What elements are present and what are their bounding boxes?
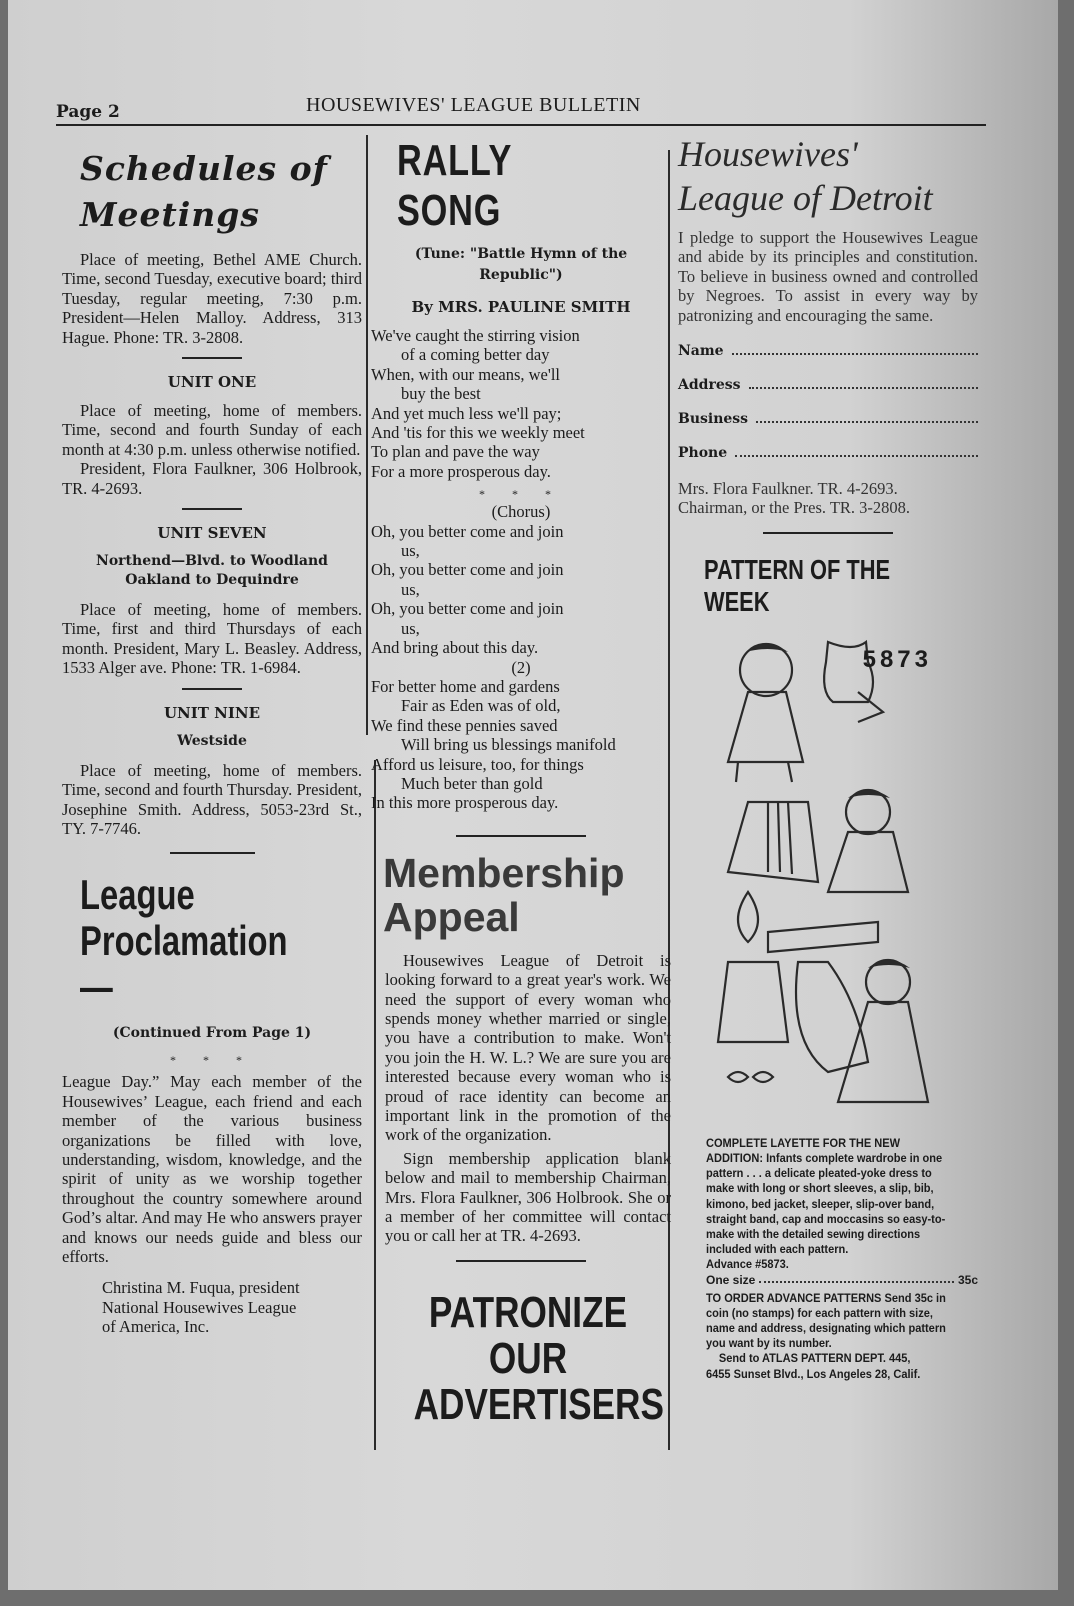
rule: [182, 357, 242, 359]
price-row: [706, 1273, 978, 1287]
field-blank[interactable]: [756, 420, 978, 423]
order-send-to: Send to ATLAS PATTERN DEPT. 445,: [718, 1351, 911, 1366]
heading-line: Membership: [383, 849, 625, 896]
price-value: 35c: [957, 1272, 978, 1287]
poem-line: And bring about this day.: [371, 638, 539, 658]
poem-line: Oh, you better come and join: [371, 599, 564, 619]
pledge-form: [678, 343, 978, 461]
rule: [456, 1260, 586, 1262]
unit-text: Place of meeting, home of members. Time, second and fourth Sunday of each month at 4:30 p.m. unless otherwise notified.: [62, 401, 362, 459]
bulletin-title: HOUSEWIVES' LEAGUE BULLETIN: [306, 94, 641, 116]
signature-line: National Housewives League: [102, 1297, 297, 1317]
pattern-ad-text: [706, 1136, 978, 1382]
proclamation-body: League Day.” May each member of the Housewives’ League, each friend and each member of the various business organizations be filled with love, understanding, wisdom, knowledge, and the spirit of unity as we worship together throughout the country somewhere around God’s altar. And may He who answers prayer and knows our needs guide and bless our efforts.: [62, 1072, 362, 1266]
stars-divider: * * *: [170, 1053, 254, 1068]
poem-line: We find these pennies saved: [371, 715, 558, 735]
unit-text: Place of meeting, home of members. Time, second and fourth Thursday. President, Josephine Smith. Address, 5053-23rd St., TY. 7-7746.: [62, 760, 362, 838]
poem-line: us,: [401, 618, 420, 638]
poem-line: When, with our means, we'll: [371, 364, 561, 384]
dot-leader: [759, 1273, 954, 1283]
chorus-label: (Chorus): [491, 502, 551, 522]
membership-paragraph: Sign membership application blank below and mail to membership Chairman, Mrs. Flora Faulkner, 306 Holbrook. She or a member of her committee will contact you or call her at TR. 4-2693.: [385, 1148, 671, 1246]
poem-line: Will bring us blessings manifold: [401, 735, 616, 755]
heading-line: Proclamation—: [80, 917, 288, 1011]
ad-advance-number: Advance #5873.: [706, 1257, 789, 1272]
heading-line: Meetings: [80, 195, 260, 234]
field-label: Business: [678, 411, 749, 428]
column-divider: [366, 135, 368, 735]
form-field-phone[interactable]: [678, 445, 978, 461]
continued-note: (Continued From Page 1): [112, 1025, 312, 1042]
order-address: 6455 Sunset Blvd., Los Angeles 28, Calif.: [706, 1366, 921, 1381]
poem-line: us,: [401, 579, 420, 599]
rule: [182, 688, 242, 690]
heading-line: Schedules of: [80, 149, 328, 188]
signature: [102, 1278, 362, 1336]
membership-heading: [383, 851, 671, 939]
heading-line: League of Detroit: [678, 178, 933, 218]
unit-title: UNIT SEVEN: [157, 524, 267, 543]
unit-section: [62, 373, 362, 498]
unit-text: President, Flora Faulkner, 306 Holbrook, TR. 4-2693.: [62, 459, 362, 498]
size-label: One size: [706, 1272, 756, 1287]
order-instructions: [706, 1291, 956, 1352]
unit-section: [62, 704, 362, 839]
unit-text: Place of meeting, home of members. Time, first and third Thursdays of each month. President, Mary L. Beasley. Address, 1533 Alger ave. Phone: TR. 1-6984.: [62, 600, 362, 678]
rule: [456, 835, 586, 837]
rule: [182, 508, 242, 510]
pattern-title: PATTERN OF THE WEEK: [704, 553, 891, 617]
rally-song-author: By MRS. PAULINE SMITH: [411, 298, 631, 316]
poem-line: In this more prosperous day.: [371, 793, 559, 813]
poem-line: And 'tis for this we weekly meet: [371, 423, 585, 443]
ad-body: Infants complete wardrobe in one pattern . . . a delicate pleated-yoke dress to make with long or short sleeves, a slip, bib, kimono, bed jacket, sleeper, slip-over band, straight band, cap and moccasins so easy-to-make with the detailed sewing directions included with each pattern.: [706, 1151, 946, 1257]
poem-line: of a coming better day: [401, 345, 550, 365]
signature-line: Christina M. Fuqua, president: [102, 1278, 300, 1298]
poem-line: us,: [401, 541, 420, 561]
rule: [170, 852, 255, 854]
rally-song-tune: (Tune: "Battle Hymn of the Republic"): [414, 246, 628, 283]
form-field-business[interactable]: [678, 411, 978, 427]
poem-verse-1: [371, 326, 671, 481]
proclamation-heading: [80, 872, 362, 1010]
rule: [763, 532, 893, 534]
poem-line: We've caught the stirring vision: [371, 326, 580, 345]
order-body: Send 35c in coin (no stamps) for each pattern with size, name and address, designating which pattern you want by its number.: [706, 1290, 946, 1351]
unit-section: [62, 524, 362, 678]
column-right: [678, 128, 978, 1382]
verse-2-label: (2): [511, 657, 531, 677]
poem-line: For better home and gardens: [371, 676, 560, 696]
poem-line: For a more prosperous day.: [371, 461, 551, 481]
field-blank[interactable]: [749, 386, 979, 389]
newspaper-page: [8, 0, 1058, 1590]
poem-line: Oh, you better come and join: [371, 560, 564, 580]
heading-line: Appeal: [383, 893, 520, 940]
heading-line: Housewives': [678, 134, 858, 174]
stars-divider: * * *: [479, 487, 563, 502]
schedules-intro: Place of meeting, Bethel AME Church. Time, second Tuesday, executive board; third Tuesday, regular meeting, 7:30 p.m. President—Helen Malloy. Address, 313 Hague. Phone: TR. 3-2808.: [62, 250, 362, 347]
membership-paragraph: Housewives League of Detroit is looking forward to a great year's work. We need the support of every woman who spends money whether married or single, you have a contribution to make. Won't you join the H. W. L.? We are sure you are interested because every woman who is proud of race identity can become an important link in the promotion of the work of the organization.: [385, 950, 671, 1145]
unit-area: Westside: [177, 732, 247, 749]
field-label: Name: [678, 343, 724, 360]
poem-line: Oh, you better come and join: [371, 521, 564, 541]
ad-description: [706, 1136, 956, 1258]
column-left: [62, 128, 362, 1337]
field-label: Phone: [678, 445, 728, 462]
baby-clothes-icon: [708, 622, 958, 1142]
masthead: [56, 90, 986, 126]
signature-line: of America, Inc.: [102, 1317, 210, 1337]
poem-line: Much beter than gold: [401, 773, 543, 793]
schedules-heading: [80, 146, 362, 238]
unit-title: UNIT NINE: [163, 703, 261, 722]
pattern-number: 5873: [862, 645, 932, 673]
patronize-line: ADVERTISERS: [413, 1379, 664, 1429]
unit-title: UNIT ONE: [167, 373, 257, 392]
field-blank[interactable]: [732, 352, 978, 355]
column-middle: [371, 128, 671, 1428]
patronize-advertisers: [385, 1287, 671, 1429]
poem-chorus: [371, 522, 671, 658]
pledge-text: I pledge to support the Housewives League and abide by its principles and constitution. To believe in business owned and controlled by Negroes. To assist in every way by patronizing and encouraging the same.: [678, 228, 978, 325]
masthead-rule: [56, 124, 986, 126]
poem-line: buy the best: [401, 384, 481, 404]
order-heading: TO ORDER ADVANCE PATTERNS: [706, 1290, 882, 1305]
field-blank[interactable]: [735, 454, 978, 457]
page-number: Page 2: [56, 102, 120, 122]
unit-area: Northend—Blvd. to Woodland Oakland to Dequindre: [96, 553, 328, 589]
field-label: Address: [678, 377, 741, 394]
pledge-heading: [678, 132, 978, 220]
pledge-contact: Chairman, or the Pres. TR. 3-2808.: [678, 498, 911, 518]
ad-heading: COMPLETE LAYETTE FOR THE NEW ADDITION:: [706, 1135, 901, 1166]
pledge-contact: Mrs. Flora Faulkner. TR. 4-2693.: [678, 479, 898, 499]
poem-line: Afford us leisure, too, for things: [371, 754, 584, 774]
poem-line: To plan and pave the way: [371, 442, 540, 462]
form-field-address[interactable]: [678, 377, 978, 393]
poem-line: Fair as Eden was of old,: [401, 696, 561, 716]
heading-line: League: [80, 871, 195, 919]
poem-verse-2: [371, 677, 671, 813]
poem-line: And yet much less we'll pay;: [371, 403, 562, 423]
rally-song-title: RALLY SONG: [397, 136, 512, 235]
pattern-illustration: [708, 622, 958, 1142]
form-field-name[interactable]: [678, 343, 978, 359]
patronize-line: PATRONIZE OUR: [428, 1287, 628, 1383]
